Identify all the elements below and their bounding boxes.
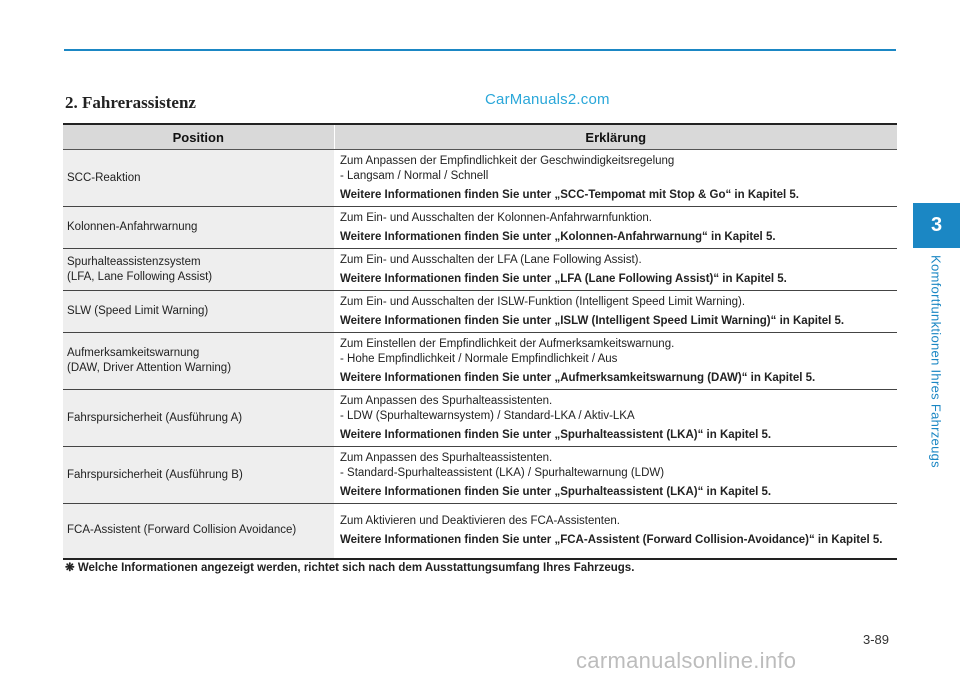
header-explanation: Erklärung [334, 124, 897, 150]
position-cell [63, 447, 334, 504]
section-title: 2. Fahrerassistenz [65, 93, 196, 112]
table-row [63, 150, 897, 207]
reference-note: Weitere Informationen finden Sie unter „Spurhalteassistent (LKA)“ in Kapitel 5. [340, 429, 772, 441]
chapter-tab: 3 [913, 203, 960, 248]
position-cell [63, 150, 334, 207]
table-row [63, 207, 897, 249]
position-cell [63, 207, 334, 249]
explanation-cell [334, 249, 897, 291]
chapter-label: Komfortfunktionen Ihres Fahrzeugs [928, 255, 944, 468]
reference-note: Weitere Informationen finden Sie unter „LFA (Lane Following Assist)“ in Kapitel 5. [340, 273, 787, 285]
reference-note: Weitere Informationen finden Sie unter „ISLW (Intelligent Speed Limit Warning)“ in Kapitel 5. [340, 315, 845, 327]
reference-note: Weitere Informationen finden Sie unter „SCC-Tempomat mit Stop & Go“ in Kapitel 5. [340, 189, 799, 201]
position-text: Kolonnen-Anfahrwarnung [67, 221, 198, 233]
table-row [63, 333, 897, 390]
explanation-text: - Hohe Empfindlichkeit / Normale Empfindlichkeit / Aus [340, 353, 618, 365]
explanation-text: Zum Aktivieren und Deaktivieren des FCA-Assistenten. [340, 515, 620, 528]
position-text: Fahrspursicherheit (Ausführung B) [67, 468, 243, 481]
reference-note: Weitere Informationen finden Sie unter „Kolonnen-Anfahrwarnung“ in Kapitel 5. [340, 231, 776, 243]
explanation-cell [334, 390, 897, 447]
explanation-text: Zum Anpassen der Empfindlichkeit der Geschwindigkeitsregelung [340, 155, 675, 167]
header-position: Position [63, 124, 334, 150]
explanation-text: Zum Ein- und Ausschalten der Kolonnen-Anfahrwarnfunktion. [340, 212, 652, 224]
reference-note: Weitere Informationen finden Sie unter „Spurhalteassistent (LKA)“ in Kapitel 5. [340, 486, 772, 498]
explanation-cell [334, 207, 897, 249]
explanation-text: Zum Anpassen des Spurhalteassistenten. [340, 452, 553, 464]
table-row [63, 390, 897, 447]
position-cell [63, 249, 334, 291]
info-table [63, 123, 897, 560]
page-number: 3-89 [863, 632, 890, 647]
explanation-cell [334, 150, 897, 207]
explanation-text: - Standard-Spurhalteassistent (LKA) / Spurhaltewarnung (LDW) [340, 467, 665, 479]
explanation-text: - Langsam / Normal / Schnell [340, 170, 489, 182]
position-text: (LFA, Lane Following Assist) [67, 270, 213, 283]
position-cell [63, 333, 334, 390]
position-text: (DAW, Driver Attention Warning) [67, 362, 232, 374]
table-row [63, 291, 897, 333]
explanation-text: Zum Ein- und Ausschalten der LFA (Lane Following Assist). [340, 254, 642, 266]
footnote: ❋ Welche Informationen angezeigt werden, richtet sich nach dem Ausstattungsumfang Ihres Fahrzeugs. [65, 562, 635, 574]
explanation-cell [334, 504, 897, 559]
reference-note: Weitere Informationen finden Sie unter „Aufmerksamkeitswarnung (DAW)“ in Kapitel 5. [340, 372, 816, 384]
table-row [63, 504, 897, 559]
explanation-text: - LDW (Spurhaltewarnsystem) / Standard-LKA / Aktiv-LKA [340, 410, 635, 422]
explanation-text: Zum Ein- und Ausschalten der ISLW-Funktion (Intelligent Speed Limit Warning). [340, 296, 746, 308]
top-rule [64, 49, 896, 51]
position-cell [63, 504, 334, 559]
position-text: Spurhalteassistenzsystem [67, 255, 201, 268]
position-cell [63, 390, 334, 447]
table-row [63, 249, 897, 291]
explanation-cell [334, 291, 897, 333]
table-header [63, 124, 897, 150]
position-cell [63, 291, 334, 333]
position-text: FCA-Assistent (Forward Collision Avoidance) [67, 524, 297, 537]
table-row [63, 447, 897, 504]
position-text: SCC-Reaktion [67, 171, 141, 184]
position-text: Fahrspursicherheit (Ausführung A) [67, 411, 243, 424]
position-text: Aufmerksamkeitswarnung [67, 347, 200, 359]
watermark: CarManuals2.com [485, 91, 610, 108]
explanation-text: Zum Anpassen des Spurhalteassistenten. [340, 395, 553, 407]
position-text: SLW (Speed Limit Warning) [67, 305, 209, 317]
reference-note: Weitere Informationen finden Sie unter „FCA-Assistent (Forward Collision-Avoidance)“ in Kapitel 5. [340, 534, 883, 547]
explanation-cell [334, 333, 897, 390]
explanation-cell [334, 447, 897, 504]
footer-watermark: carmanualsonline.info [576, 648, 797, 673]
explanation-text: Zum Einstellen der Empfindlichkeit der Aufmerksamkeitswarnung. [340, 338, 675, 350]
